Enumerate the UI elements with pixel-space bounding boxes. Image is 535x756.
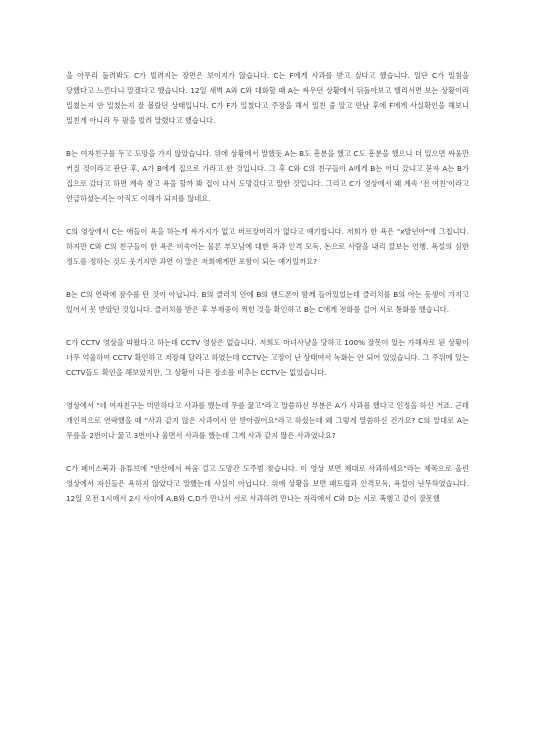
paragraph-6: 영상에서 "네 여자친구는 미안하다고 사과를 했는데 무릎 꿇고"라고 말씀하신 부분은 A가 사과를 했다고 인정을 하신 거죠. 근데 개인적으로 연락했을 때 "사과 같지 않은 사과여서 안 받아줬어요"라고 하셨는데 왜 그렇게 말씀하신 건가요? C의 말대로 A는 무릎을 2번이나 꿇고 3번이나 울면서 사과를 했는데 그게 사과 같지 않은 사과였나요? (66, 401, 469, 440)
paragraph-1: 을 아무리 돌려봐도 C가 빌려지는 장면은 보이지가 않습니다. C는 F에게 사과를 받고 싶다고 했습니다. 일단 C가 밀침을 당했다고 느낀다니 말겠다고 했습니다. 12일 새벽 A와 C와 대화할 때 A는 싸우던 상황에서 뒤돌아보고 밸리서면 보는 상황이라 밀쳤는지 안 밀쳤는지 잘 볼랐던 상태입니다. C가 F가 밀쳤다고 주장을 해서 밀친 줄 알고 만남 후에 F에게 사실확인을 해보니 밀친게 아니라 두 팔을 벌려 말렸다고 했습니다. (66, 71, 469, 125)
paragraph-2: B는 여자친구를 두고 도망을 가지 않았습니다. 위에 상황에서 말했듯 A는 B도 흥분을 했고 C도 흥분을 했으니 더 있으면 싸움만 커질 것이라고 판단 후, A가 B에게 집으로 가라고 한 것입니다. 그 후 C와 C의 친구들이 A에게 B는 어디 갔냐고 묻자 A는 B가 집으로 갔다고 하면 계속 찾고 욕을 할까 봐 겁이 나서 도망갔다고 말한 것입니다. 그리고 C가 영상에서 왜 계속 '전 여친'이라고 언급하셨는지는 아직도 이해가 되지를 않네요. (66, 149, 469, 203)
paragraph-3: C의 영상에서 C는 애들이 욕을 하는게 싸가지가 없고 버르장머리가 없다고 얘기합니다. 저희가 한 욕은 "x발년아"에 그칩니다. 하지만 C와 C의 친구들이 한 욕은 비속어는 물론 부모님에 대한 욕과 인격 모독, 돈으로 사람을 내리 깔보는 언행. 욕설의 심한 정도를 정하는 것도 웃기지만 과연 이 말은 저희에게만 포함이 되는 얘기일까요? (66, 227, 469, 266)
paragraph-5: C가 CCTV 영상을 따왔다고 하는데 CCTV 영상은 없습니다. 저희도 마녀사냥을 당하고 100% 잘못이 있는 가해자로 된 상황이 너무 억울하여 CCTV 확인하고 저장해 달라고 하였는데 CCTV는 고장이 난 상태여서 녹화는 안 되어 있었습니다. 그 주위에 있는 CCTV들도 확인을 해보았지만, 그 상황이 나온 장소를 비추는 CCTV는 없었습니다. (66, 338, 469, 377)
paragraph-7: C가 페이스북과 유튜브에 "안산에서 싸움 걸고 도망간 도주범 찾습니다. 이 영상 보면 제대로 사과하세요"라는 제목으로 올린 영상에서 자신들은 욕하지 않았다고 말했는데 사실이 아닙니다. 위에 상황을 보면 패드립과 인격모독, 욕설이 난무하였습니다. 12일 오전 1시에서 2시 사이에 A,B와 C,D가 만나서 서로 사과하려 만나는 자리에서 C와 D는 서로 폭행고 같이 잘못했 (66, 464, 469, 503)
paragraph-4: B는 C의 연락에 잠수를 탄 것이 아닙니다. B의 클러치 안에 B의 핸드폰이 함께 들어있었는데 클러치를 B의 아는 동생이 가지고 있어서 못 받았던 것입니다. 클러치를 받은 후 부재중이 찍힌 것을 확인하고 B는 C에게 전화를 걸어 서로 통화를 했습니다. (66, 290, 469, 314)
